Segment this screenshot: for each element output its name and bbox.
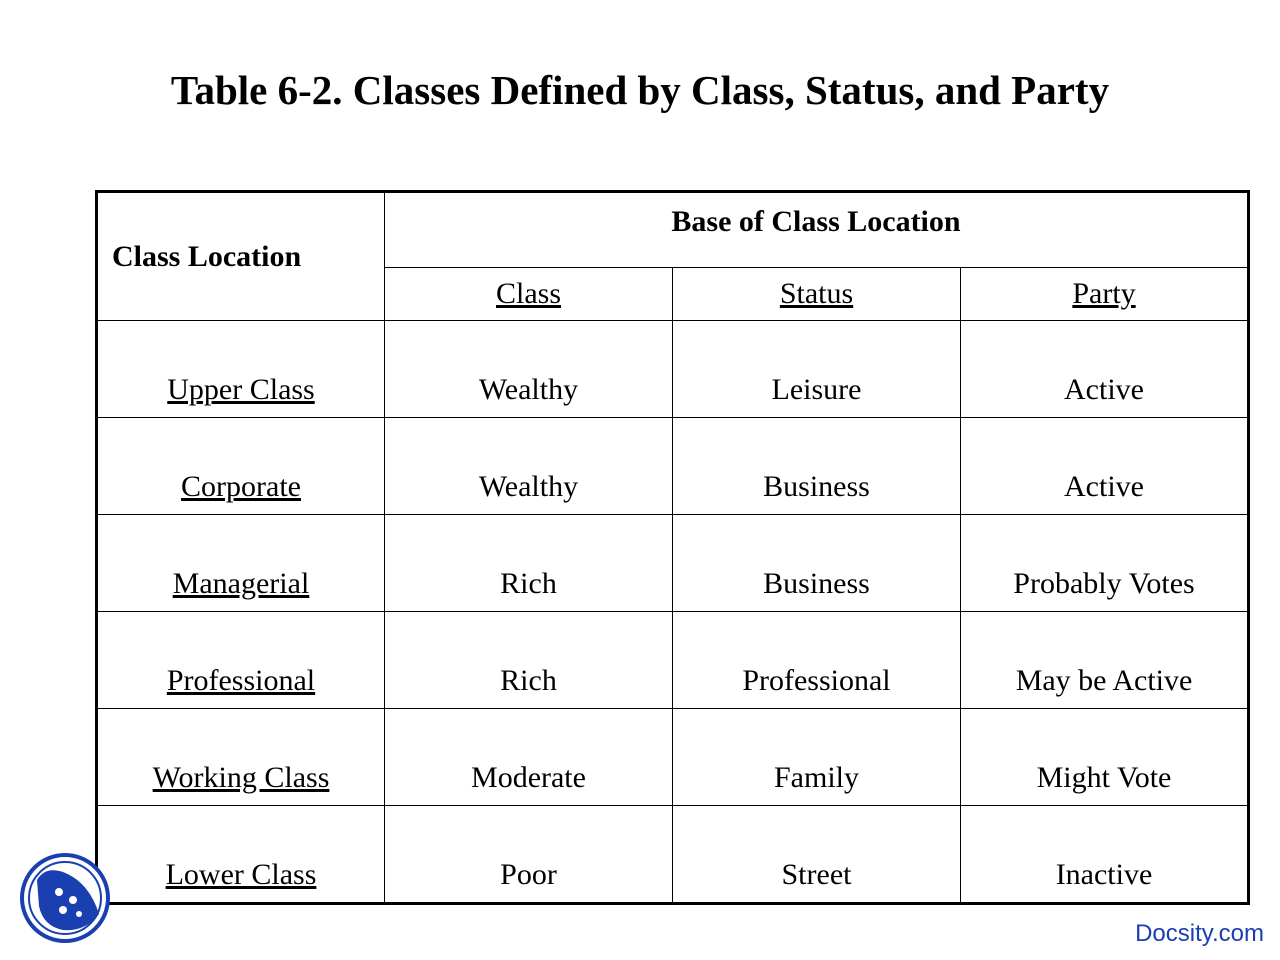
table-header-row	[97, 192, 1249, 268]
column-header	[385, 268, 673, 321]
table-cell	[385, 418, 673, 515]
column-header-label: Party	[1072, 277, 1136, 310]
cell-value: Rich	[500, 567, 557, 600]
row-label-cell	[97, 709, 385, 806]
cell-value: Business	[763, 567, 870, 600]
table-cell	[961, 321, 1249, 418]
table-row	[97, 612, 1249, 709]
table-cell	[961, 515, 1249, 612]
cell-value: Active	[1064, 470, 1144, 503]
table-cell	[673, 806, 961, 904]
cell-value: Wealthy	[478, 373, 579, 406]
table-cell	[385, 709, 673, 806]
classes-table	[95, 190, 1250, 905]
table-cell	[673, 612, 961, 709]
row-label-cell	[97, 806, 385, 904]
row-label-cell	[97, 321, 385, 418]
table-row	[97, 321, 1249, 418]
group-header-cell	[385, 192, 1249, 268]
docsity-logo-icon	[19, 852, 111, 944]
cell-value: May be Active	[1015, 664, 1193, 697]
cell-value: Active	[1064, 373, 1144, 406]
row-label: Managerial	[172, 567, 310, 600]
group-header-label: Base of Class Location	[671, 205, 961, 238]
table-cell	[673, 321, 961, 418]
row-label: Corporate	[181, 470, 301, 503]
table-row	[97, 709, 1249, 806]
row-label: Upper Class	[167, 373, 315, 406]
cell-value: Moderate	[471, 761, 586, 794]
column-header	[961, 268, 1249, 321]
cell-value: Rich	[500, 664, 557, 697]
row-label: Working Class	[152, 761, 330, 794]
table-cell	[385, 321, 673, 418]
cell-value: Wealthy	[478, 470, 579, 503]
table-cell	[673, 418, 961, 515]
cell-value: Probably Votes	[1013, 567, 1195, 600]
cell-value: Business	[763, 470, 870, 503]
column-header	[673, 268, 961, 321]
page-title: Table 6-2. Classes Defined by Class, Status, and Party	[170, 67, 1110, 113]
row-label-cell	[97, 515, 385, 612]
cell-value: Might Vote	[1036, 761, 1172, 794]
table-row	[97, 418, 1249, 515]
table-cell	[673, 515, 961, 612]
column-header-label: Status	[779, 277, 854, 310]
cell-value: Poor	[500, 858, 557, 891]
table-cell	[385, 612, 673, 709]
cell-value: Inactive	[1055, 858, 1153, 891]
cell-value: Leisure	[771, 373, 862, 406]
table-row	[97, 806, 1249, 904]
table-row	[97, 515, 1249, 612]
row-label: Professional	[166, 664, 316, 697]
table-cell	[385, 806, 673, 904]
table-cell	[961, 418, 1249, 515]
cell-value: Street	[781, 858, 852, 891]
table-cell	[961, 806, 1249, 904]
watermark-text: Docsity.com	[1135, 920, 1264, 947]
table-cell	[961, 612, 1249, 709]
row-header-label: Class Location	[112, 239, 302, 273]
table-cell	[961, 709, 1249, 806]
table-cell	[673, 709, 961, 806]
column-header-label: Class	[495, 277, 561, 310]
row-label-cell	[97, 418, 385, 515]
table-cell	[385, 515, 673, 612]
cell-value: Professional	[742, 664, 891, 697]
row-header-cell	[97, 192, 385, 321]
row-label: Lower Class	[165, 858, 317, 891]
row-label-cell	[97, 612, 385, 709]
cell-value: Family	[773, 761, 859, 794]
